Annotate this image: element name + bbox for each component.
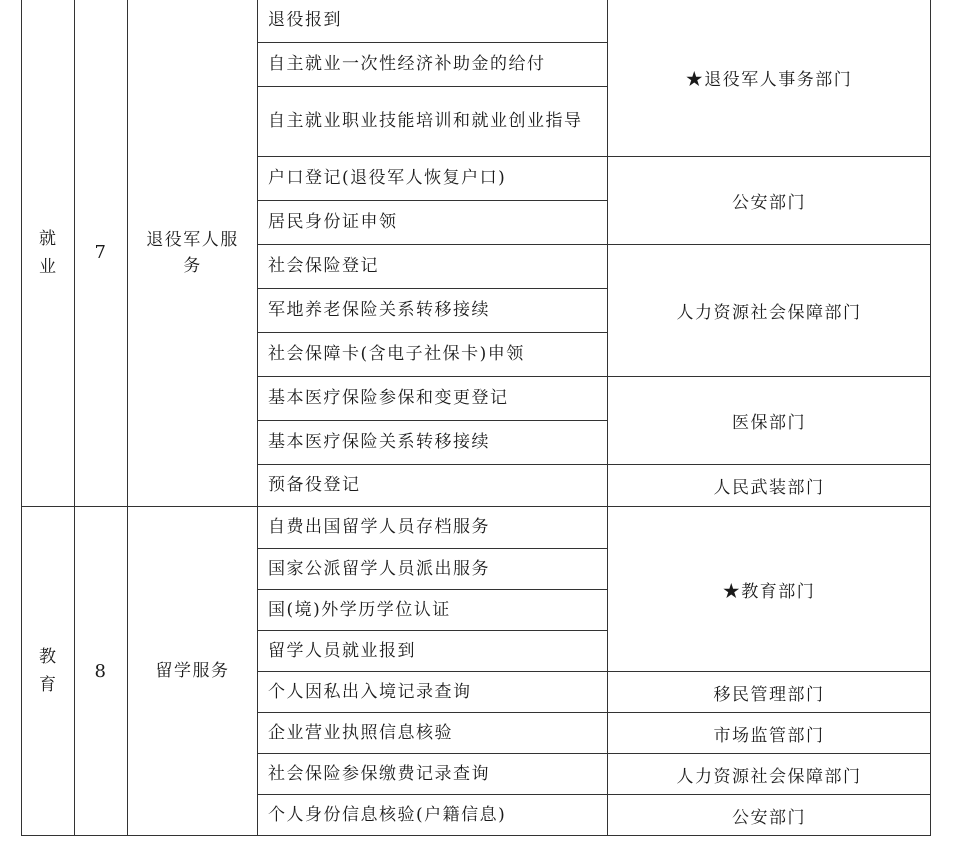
service-item: 个人因私出入境记录查询 xyxy=(258,672,608,713)
table-row xyxy=(22,0,931,43)
table-row xyxy=(22,507,931,549)
service-item: 个人身份信息核验(户籍信息) xyxy=(258,795,608,836)
service-item: 预备役登记 xyxy=(258,465,608,507)
department-cell: 医保部门 xyxy=(608,377,931,465)
department-cell: 移民管理部门 xyxy=(608,672,931,713)
service-item: 自主就业一次性经济补助金的给付 xyxy=(258,43,608,87)
department-cell: 公安部门 xyxy=(608,157,931,245)
service-item: 退役报到 xyxy=(258,0,608,43)
services-table xyxy=(21,0,931,836)
number-cell: 8 xyxy=(75,507,128,836)
category-label: 就业 xyxy=(39,228,58,277)
service-item: 自费出国留学人员存档服务 xyxy=(258,507,608,549)
service-item: 社会保险登记 xyxy=(258,245,608,289)
department-cell: 市场监管部门 xyxy=(608,713,931,754)
service-item: 国家公派留学人员派出服务 xyxy=(258,549,608,590)
department-cell: 公安部门 xyxy=(608,795,931,836)
service-item: 国(境)外学历学位认证 xyxy=(258,590,608,631)
service-item: 留学人员就业报到 xyxy=(258,631,608,672)
category-cell xyxy=(22,507,75,836)
service-cell: 退役军人服务 xyxy=(128,0,258,507)
service-item: 户口登记(退役军人恢复户口) xyxy=(258,157,608,201)
service-item: 居民身份证申领 xyxy=(258,201,608,245)
service-cell: 留学服务 xyxy=(128,507,258,836)
department-cell: 人民武装部门 xyxy=(608,465,931,507)
service-item: 企业营业执照信息核验 xyxy=(258,713,608,754)
service-item: 社会保险参保缴费记录查询 xyxy=(258,754,608,795)
number-cell: 7 xyxy=(75,0,128,507)
service-item: 社会保障卡(含电子社保卡)申领 xyxy=(258,333,608,377)
service-item: 自主就业职业技能培训和就业创业指导 xyxy=(258,87,608,157)
department-cell: 人力资源社会保障部门 xyxy=(608,245,931,377)
service-item: 军地养老保险关系转移接续 xyxy=(258,289,608,333)
service-item: 基本医疗保险参保和变更登记 xyxy=(258,377,608,421)
department-cell: 人力资源社会保障部门 xyxy=(608,754,931,795)
category-cell xyxy=(22,0,75,507)
service-item: 基本医疗保险关系转移接续 xyxy=(258,421,608,465)
department-cell: ★教育部门 xyxy=(608,507,931,672)
category-label: 教育 xyxy=(39,647,58,695)
department-cell: ★退役军人事务部门 xyxy=(608,0,931,157)
